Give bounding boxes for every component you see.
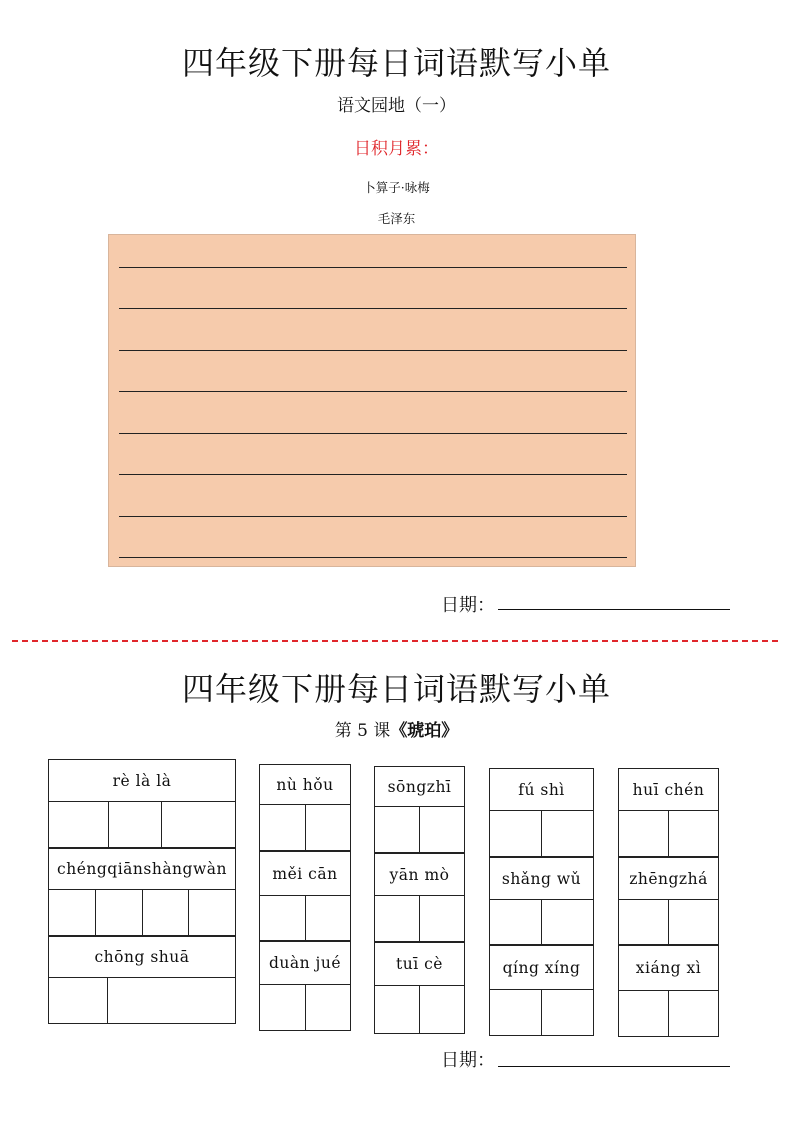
answer-boxes[interactable] [489,811,594,857]
writing-line [119,391,627,392]
pinyin-cell: měi cān [259,851,351,896]
writing-line [119,433,627,434]
pinyin-cell: rè là là [48,759,236,802]
answer-boxes[interactable] [489,990,594,1036]
bottom-date-label: 日期： [441,1050,495,1071]
answer-boxes[interactable] [618,991,719,1037]
pinyin-cell: chéngqiānshàngwàn [48,848,236,890]
answer-boxes[interactable] [374,896,465,942]
top-section: 语文园地（一） [337,96,456,116]
writing-line [119,308,627,309]
answer-boxes[interactable] [618,900,719,945]
pinyin-cell: nù hǒu [259,764,351,805]
pinyin-cell: qíng xíng [489,945,594,990]
answer-boxes[interactable] [48,802,236,848]
pinyin-cell: huī chén [618,768,719,811]
lesson-title: 《琥珀》 [390,721,459,741]
writing-line [119,516,627,517]
answer-boxes[interactable] [374,986,465,1034]
cut-line [12,640,778,642]
pinyin-cell: fú shì [489,768,594,811]
poem-author: 毛泽东 [377,211,416,226]
answer-boxes[interactable] [259,805,351,851]
pinyin-cell: xiáng xì [618,945,719,991]
pinyin-cell: chōng shuā [48,936,236,978]
writing-line [119,267,627,268]
pinyin-cell: yān mò [374,853,465,896]
writing-line [119,474,627,475]
pinyin-cell: tuī cè [374,942,465,986]
bottom-title: 四年级下册每日词语默写小单 [181,670,611,708]
accumulate-label: 日积月累： [354,139,439,159]
answer-boxes[interactable] [48,890,236,936]
bottom-date-field[interactable] [498,1066,730,1067]
writing-line [119,557,627,558]
answer-boxes[interactable] [618,811,719,857]
answer-boxes[interactable] [259,985,351,1031]
writing-line [119,350,627,351]
pinyin-cell: shǎng wǔ [489,857,594,900]
lesson-number: 第 5 课 [334,721,391,741]
answer-boxes[interactable] [259,896,351,941]
answer-boxes[interactable] [48,978,236,1024]
lesson-heading [0,716,793,741]
pinyin-cell: duàn jué [259,941,351,985]
pinyin-cell: sōngzhī [374,766,465,807]
top-date-field[interactable] [498,609,730,610]
answer-boxes[interactable] [489,900,594,945]
top-date-label: 日期： [441,595,495,616]
top-title: 四年级下册每日词语默写小单 [181,44,611,82]
pinyin-cell: zhēngzhá [618,857,719,900]
poem-title: 卜算子·咏梅 [363,180,430,195]
answer-boxes[interactable] [374,807,465,853]
writing-area[interactable] [108,234,636,567]
